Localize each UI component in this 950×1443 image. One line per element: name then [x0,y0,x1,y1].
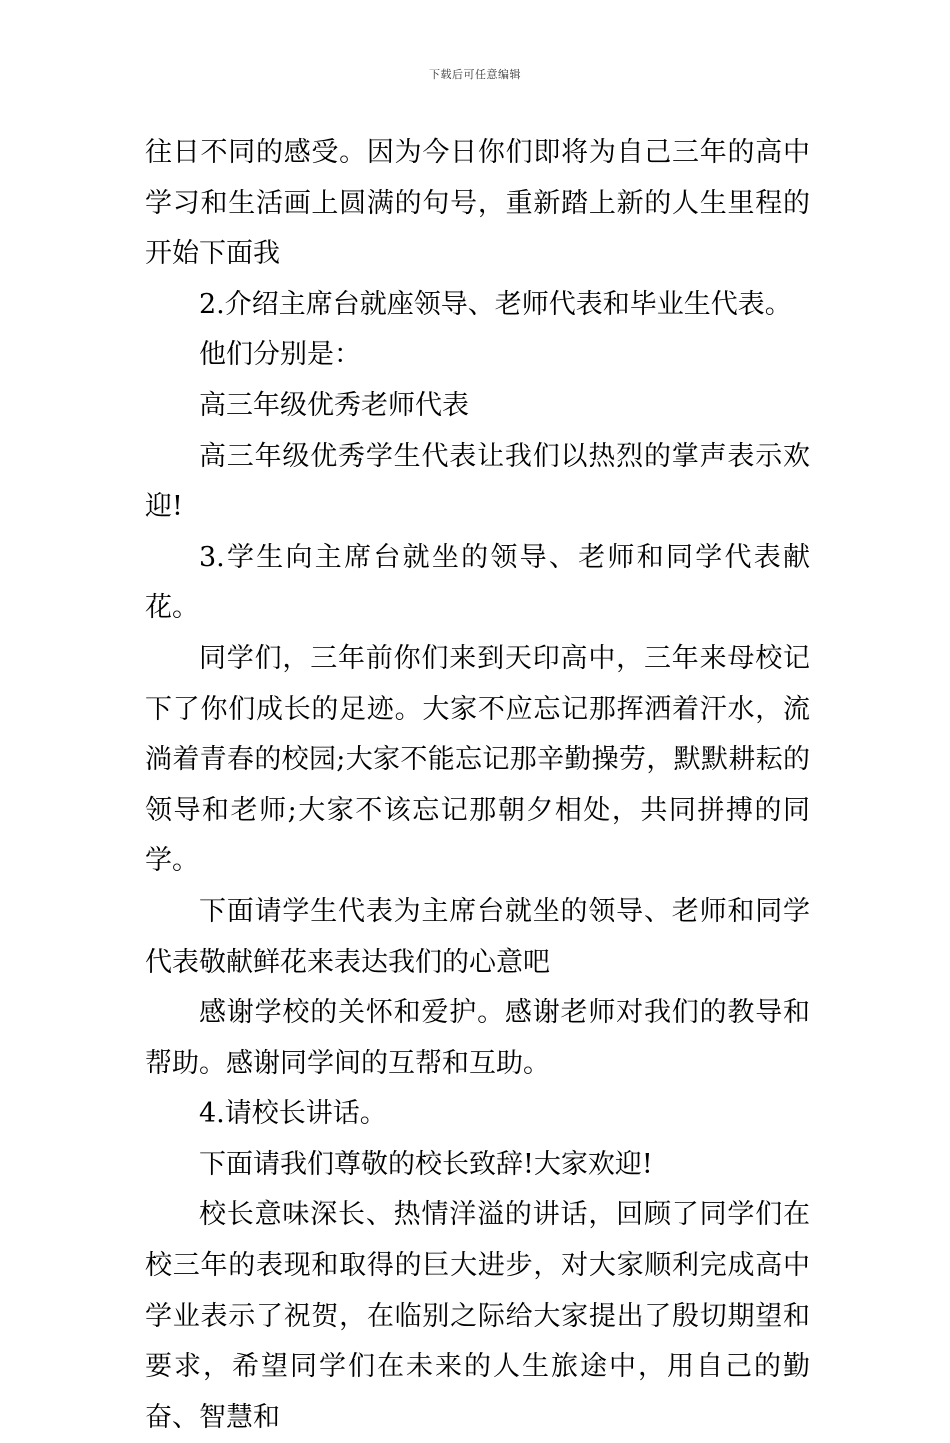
paragraph: 校长意味深长、热情洋溢的讲话，回顾了同学们在校三年的表现和取得的巨大进步，对大家顺利完成高中学业表示了祝贺，在临别之际给大家提出了殷切期望和要求，希望同学们在未来的人生旅途中，用自己的勤奋、智慧和 [145,1199,810,1433]
paragraph: 3.学生向主席台就坐的领导、老师和同学代表献花。 [145,541,810,624]
paragraph: 感谢学校的关怀和爱护。感谢老师对我们的教导和帮助。感谢同学间的互帮和互助。 [145,997,810,1079]
paragraph: 4.请校长讲话。 [199,1098,387,1130]
paragraph: 高三年级优秀学生代表让我们以热烈的掌声表示欢迎! [145,440,810,523]
paragraph: 高三年级优秀老师代表 [199,389,469,421]
paragraph: 2.介绍主席台就座领导、老师代表和毕业生代表。 [199,288,792,320]
paragraph: 他们分别是： [199,339,361,371]
paragraph: 下面请学生代表为主席台就坐的领导、老师和同学代表敬献鲜花来表达我们的心意吧 [145,895,810,978]
paragraph: 往日不同的感受。因为今日你们即将为自己三年的高中学习和生活画上圆满的句号，重新踏上新的人生里程的开始下面我 [145,137,810,270]
page-header-note: 下载后可任意编辑 [429,68,521,81]
document-body [145,128,810,1443]
paragraph: 同学们，三年前你们来到天印高中，三年来母校记下了你们成长的足迹。大家不应忘记那挥洒着汗水，流淌着青春的校园;大家不能忘记那辛勤操劳，默默耕耘的领导和老师;大家不该忘记那朝夕相处，共同拼搏的同学。 [145,642,810,877]
paragraph: 下面请我们尊敬的校长致辞!大家欢迎! [199,1148,653,1180]
